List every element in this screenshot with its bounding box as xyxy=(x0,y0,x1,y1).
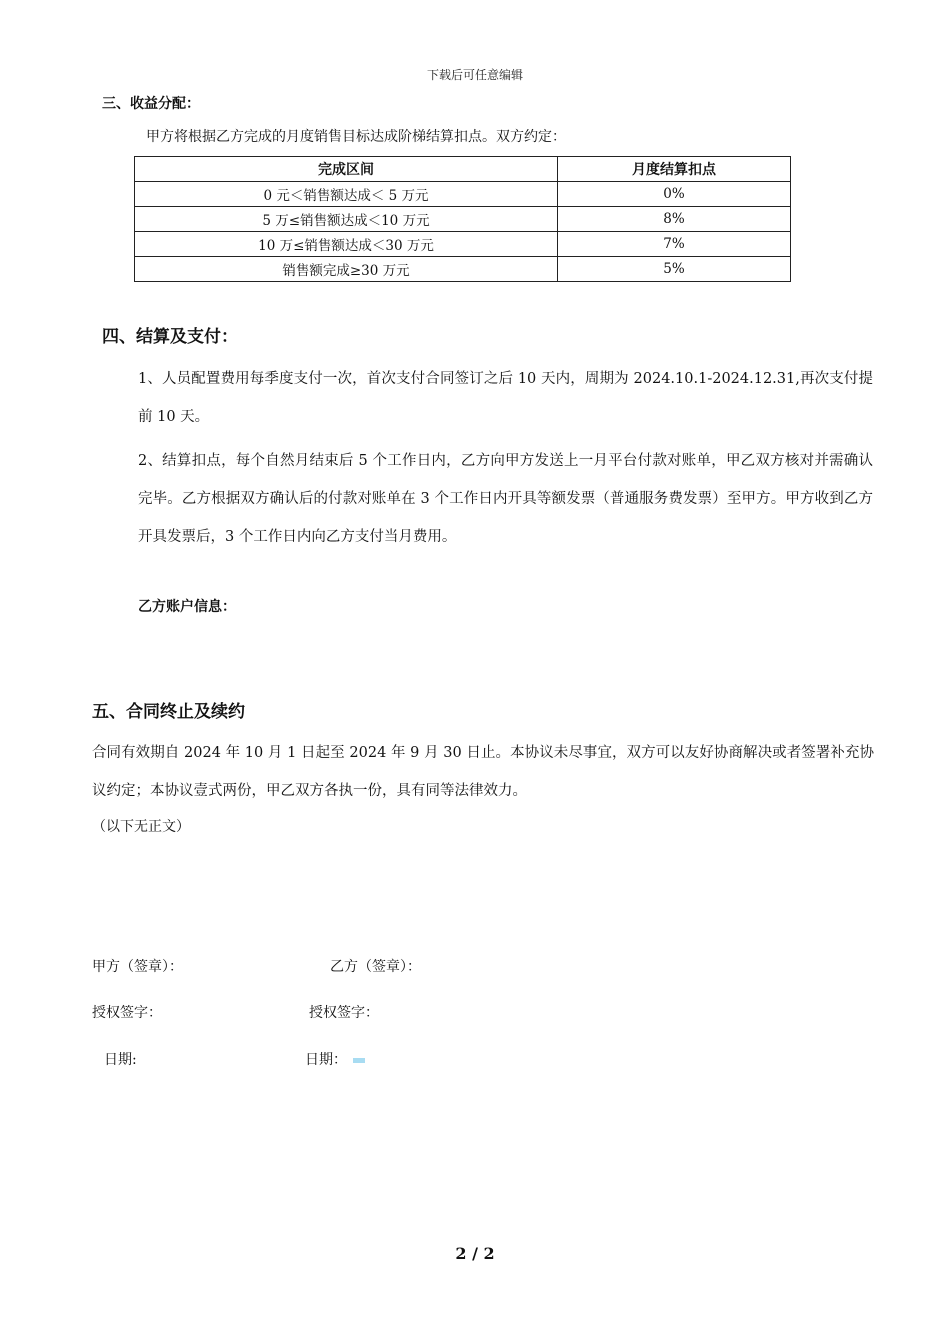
table-header-rate: 月度结算扣点 xyxy=(558,157,791,182)
table-row xyxy=(135,182,791,207)
page-number: 2 / 2 xyxy=(455,1244,495,1263)
party-b-date-label: 日期： xyxy=(305,1052,347,1068)
table-row xyxy=(135,232,791,257)
table-cell-range: 5 万≤销售额达成＜10 万元 xyxy=(135,207,558,232)
table-cell-rate: 8% xyxy=(558,207,791,232)
party-b-seal-label: 乙方（签章）： xyxy=(330,959,421,975)
end-note: （以下无正文） xyxy=(92,819,190,835)
text-highlight-mark xyxy=(353,1058,365,1063)
section4-title: 四、结算及支付： xyxy=(102,327,238,347)
account-info-label: 乙方账户信息： xyxy=(138,599,236,615)
section3-intro: 甲方将根据乙方完成的月度销售目标达成阶梯结算扣点。双方约定： xyxy=(146,129,566,145)
section4-para2: 2、结算扣点，每个自然月结束后 5 个工作日内，乙方向甲方发送上一月平台付款对账单，甲乙双方核对并需确认完毕。乙方根据双方确认后的付款对账单在 3 个工作日内开具等额发票（普通服务费发票）至甲方。甲方收到乙方开具发票后，3 个工作日内向乙方支付当月费用。 xyxy=(138,453,873,545)
table-cell-rate: 0% xyxy=(558,182,791,207)
table-cell-range: 销售额完成≥30 万元 xyxy=(135,257,558,282)
party-b-auth-label: 授权签字： xyxy=(309,1005,379,1021)
table-cell-range: 10 万≤销售额达成＜30 万元 xyxy=(135,232,558,257)
table-cell-rate: 5% xyxy=(558,257,791,282)
table-cell-rate: 7% xyxy=(558,232,791,257)
section4-para1: 1、人员配置费用每季度支付一次，首次支付合同签订之后 10 天内，周期为 2024.10.1-2024.12.31,再次支付提前 10 天。 xyxy=(138,371,873,425)
party-a-auth-label: 授权签字： xyxy=(92,1005,162,1021)
section5-para: 合同有效期自 2024 年 10 月 1 日起至 2024 年 9 月 30 日止。本协议未尽事宜，双方可以友好协商解决或者签署补充协议约定；本协议壹式两份，甲乙双方各执一份，具有同等法律效力。 xyxy=(92,745,874,799)
section3-title: 三、收益分配： xyxy=(102,96,200,112)
header-note: 下载后可任意编辑 xyxy=(426,68,523,82)
party-a-date-label: 日期: xyxy=(104,1052,137,1068)
rate-table xyxy=(134,156,791,282)
table-header-row xyxy=(135,157,791,182)
table-header-range: 完成区间 xyxy=(135,157,558,182)
table-cell-range: 0 元＜销售额达成＜ 5 万元 xyxy=(135,182,558,207)
party-a-seal-label: 甲方（签章）： xyxy=(92,959,183,975)
table-row xyxy=(135,257,791,282)
section5-title: 五、合同终止及续约 xyxy=(92,702,245,722)
table-row xyxy=(135,207,791,232)
